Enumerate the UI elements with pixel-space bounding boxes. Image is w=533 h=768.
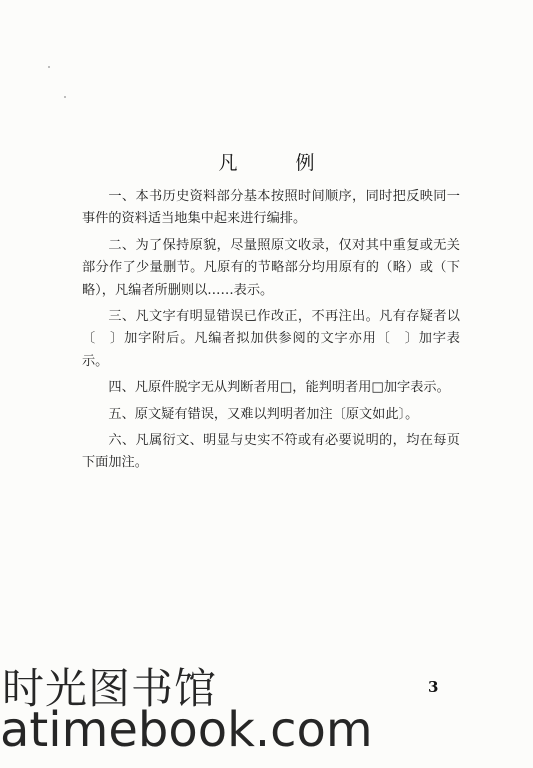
- page-title: 凡 例: [218, 152, 341, 174]
- scan-speck: [64, 96, 66, 98]
- paragraph-3: 三、凡文字有明显错误已作改正，不再注出。凡有存疑者以〔 〕加字附后。凡编者拟加供参阅的文字亦用〔 〕加字表示。: [82, 309, 460, 369]
- paragraph-6: 六、凡属衍文、明显与史实不符或有必要说明的，均在每页下面加注。: [82, 433, 460, 471]
- watermark-url: atimebook.com: [0, 702, 373, 758]
- watermark-name: 时光图书馆: [2, 664, 218, 713]
- scan-speck: [48, 66, 50, 68]
- paragraph-4: 四、凡原件脱字无从判断者用□，能判明者用□加字表示。: [108, 380, 450, 396]
- paragraph-1: 一、本书历史资料部分基本按照时间顺序，同时把反映同一事件的资料适当地集中起来进行编排。: [82, 189, 460, 227]
- paragraph-2: 二、为了保持原貌，尽量照原文收录，仅对其中重复或无关部分作了少量删节。凡原有的节略部分均用原有的（略）或（下略），凡编者所删则以……表示。: [82, 237, 460, 298]
- paragraph-5: 五、原文疑有错误，又难以判明者加注〔原文如此〕。: [108, 406, 419, 422]
- page-number: 3: [428, 678, 439, 696]
- document-body: [82, 186, 460, 475]
